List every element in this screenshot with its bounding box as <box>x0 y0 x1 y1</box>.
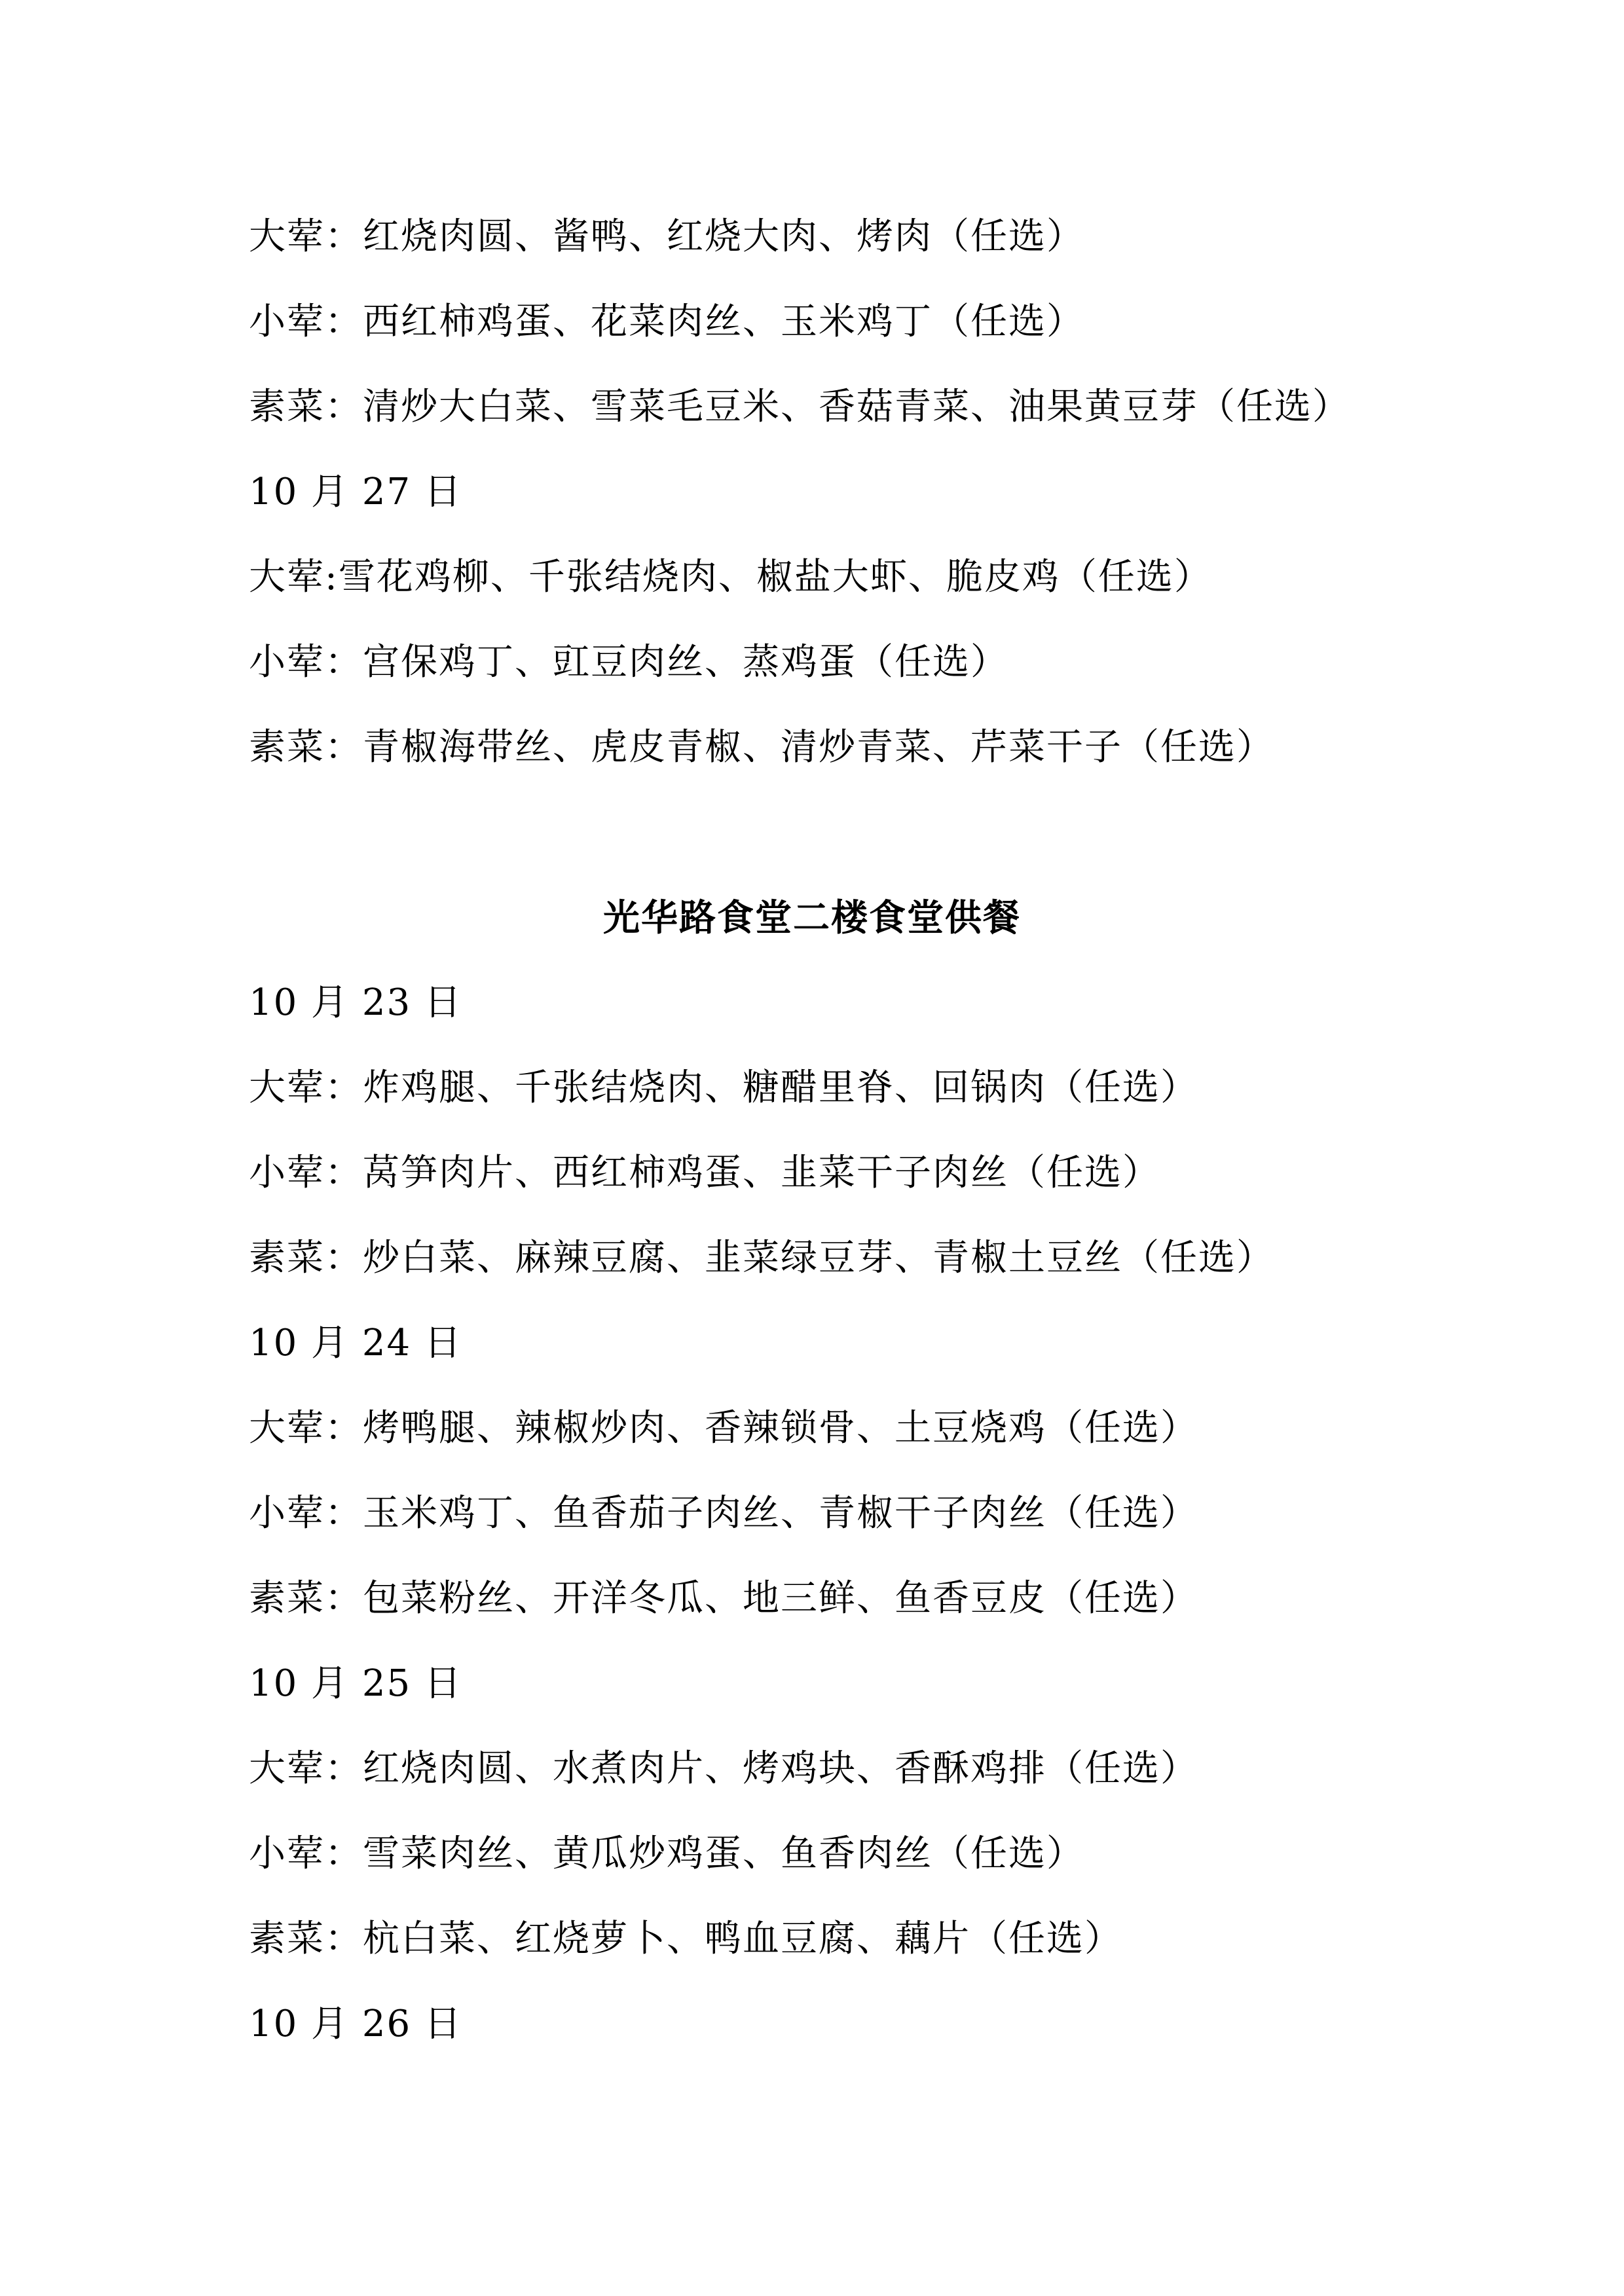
menu-line-meat-main: 大荤:雪花鸡柳、千张结烧肉、椒盐大虾、脆皮鸡（任选） <box>249 556 1212 598</box>
menu-line-meat-minor: 小荤：雪菜肉丝、黄瓜炒鸡蛋、鱼香肉丝（任选） <box>249 1832 1084 1875</box>
menu-line-meat-minor: 小荤：玉米鸡丁、鱼香茄子肉丝、青椒干子肉丝（任选） <box>249 1492 1198 1535</box>
section-title: 光华路食堂二楼食堂供餐 <box>603 896 1021 939</box>
date-line: 10 月 23 日 <box>249 981 462 1024</box>
date-line: 10 月 25 日 <box>249 1662 462 1705</box>
menu-line-meat-main: 大荤：红烧肉圆、水煮肉片、烤鸡块、香酥鸡排（任选） <box>249 1747 1198 1790</box>
menu-line-vegetable: 素菜：炒白菜、麻辣豆腐、韭菜绿豆芽、青椒土豆丝（任选） <box>249 1237 1274 1279</box>
date-line: 10 月 26 日 <box>249 2003 462 2045</box>
menu-line-meat-main: 大荤：红烧肉圆、酱鸭、红烧大肉、烤肉（任选） <box>249 215 1084 258</box>
menu-line-meat-minor: 小荤：莴笋肉片、西红柿鸡蛋、韭菜干子肉丝（任选） <box>249 1152 1160 1194</box>
date-line: 10 月 27 日 <box>249 471 462 513</box>
menu-line-vegetable: 素菜：清炒大白菜、雪菜毛豆米、香菇青菜、油果黄豆芽（任选） <box>249 386 1350 428</box>
menu-line-vegetable: 素菜：包菜粉丝、开洋冬瓜、地三鲜、鱼香豆皮（任选） <box>249 1577 1198 1620</box>
menu-line-meat-main: 大荤：炸鸡腿、千张结烧肉、糖醋里脊、回锅肉（任选） <box>249 1066 1198 1109</box>
date-line: 10 月 24 日 <box>249 1322 462 1364</box>
menu-line-meat-main: 大荤：烤鸭腿、辣椒炒肉、香辣锁骨、土豆烧鸡（任选） <box>249 1407 1198 1449</box>
menu-line-meat-minor: 小荤：西红柿鸡蛋、花菜肉丝、玉米鸡丁（任选） <box>249 301 1084 343</box>
menu-line-vegetable: 素菜：青椒海带丝、虎皮青椒、清炒青菜、芹菜干子（任选） <box>249 726 1274 769</box>
menu-line-meat-minor: 小荤：宫保鸡丁、豇豆肉丝、蒸鸡蛋（任选） <box>249 641 1008 683</box>
menu-line-vegetable: 素菜：杭白菜、红烧萝卜、鸭血豆腐、藕片（任选） <box>249 1918 1122 1960</box>
